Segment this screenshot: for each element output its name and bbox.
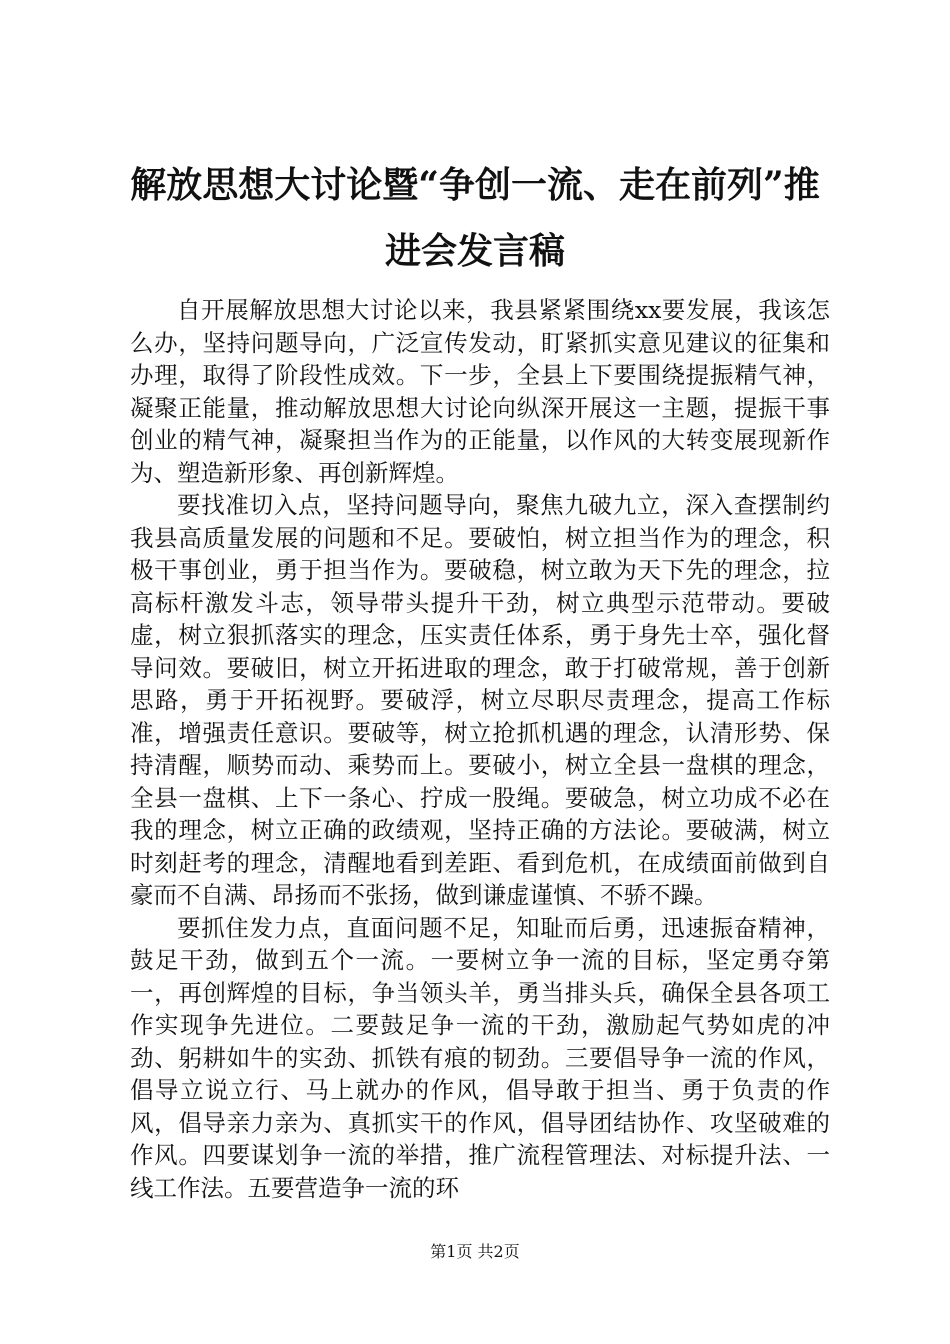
paragraph-2: 要找准切入点，坚持问题导向，聚焦九破九立，深入查摆制约我县高质量发展的问题和不足。要破怕，树立担当作为的理念，积极干事创业，勇于担当作为。要破稳，树立敢为天下先的理念，拉高标杆激发斗志，领导带头提升干劲，树立典型示范带动。要破虚，树立狠抓落实的理念，压实责任体系，勇于身先士卒，强化督导问效。要破旧，树立开拓进取的理念，敢于打破常规，善于创新思路，勇于开拓视野。要破浮，树立尽职尽责理念，提高工作标准，增强责任意识。要破等，树立抢抓机遇的理念，认清形势、保持清醒，顺势而动、乘势而上。要破小，树立全县一盘棋的理念，全县一盘棋、上下一条心、拧成一股绳。要破急，树立功成不必在我的理念，树立正确的政绩观，坚持正确的方法论。要破满，树立时刻赶考的理念，清醒地看到差距、看到危机，在成绩面前做到自豪而不自满、昂扬而不张扬，做到谦虚谨慎、不骄不躁。 (130, 491, 830, 909)
document-body (130, 294, 830, 1204)
paragraph-1: 自开展解放思想大讨论以来，我县紧紧围绕xx要发展，我该怎么办，坚持问题导向，广泛宣传发动，盯紧抓实意见建议的征集和办理，取得了阶段性成效。下一步，全县上下要围绕提振精气神，凝聚正能量，推动解放思想大讨论向纵深开展这一主题，提振干事创业的精气神，凝聚担当作为的正能量，以作风的大转变展现新作为、塑造新形象、再创新辉煌。 (130, 296, 830, 487)
paragraph-3: 要抓住发力点，直面问题不足，知耻而后勇，迅速振奋精神，鼓足干劲，做到五个一流。一要树立争一流的目标，坚定勇夺第一，再创辉煌的目标，争当领头羊，勇当排头兵，确保全县各项工作实现争先进位。二要鼓足争一流的干劲，激励起气势如虎的冲劲、躬耕如牛的实劲、抓铁有痕的韧劲。三要倡导争一流的作风，倡导立说立行、马上就办的作风，倡导敢于担当、勇于负责的作风，倡导亲力亲为、真抓实干的作风，倡导团结协作、攻坚破难的作风。四要谋划争一流的举措，推广流程管理法、对标提升法、一线工作法。五要营造争一流的环 (130, 913, 830, 1202)
document-title: 解放思想大讨论暨“争创一流、走在前列”推进会发言稿 (130, 164, 820, 272)
page-number-footer: 第1页 共2页 (430, 1242, 520, 1261)
